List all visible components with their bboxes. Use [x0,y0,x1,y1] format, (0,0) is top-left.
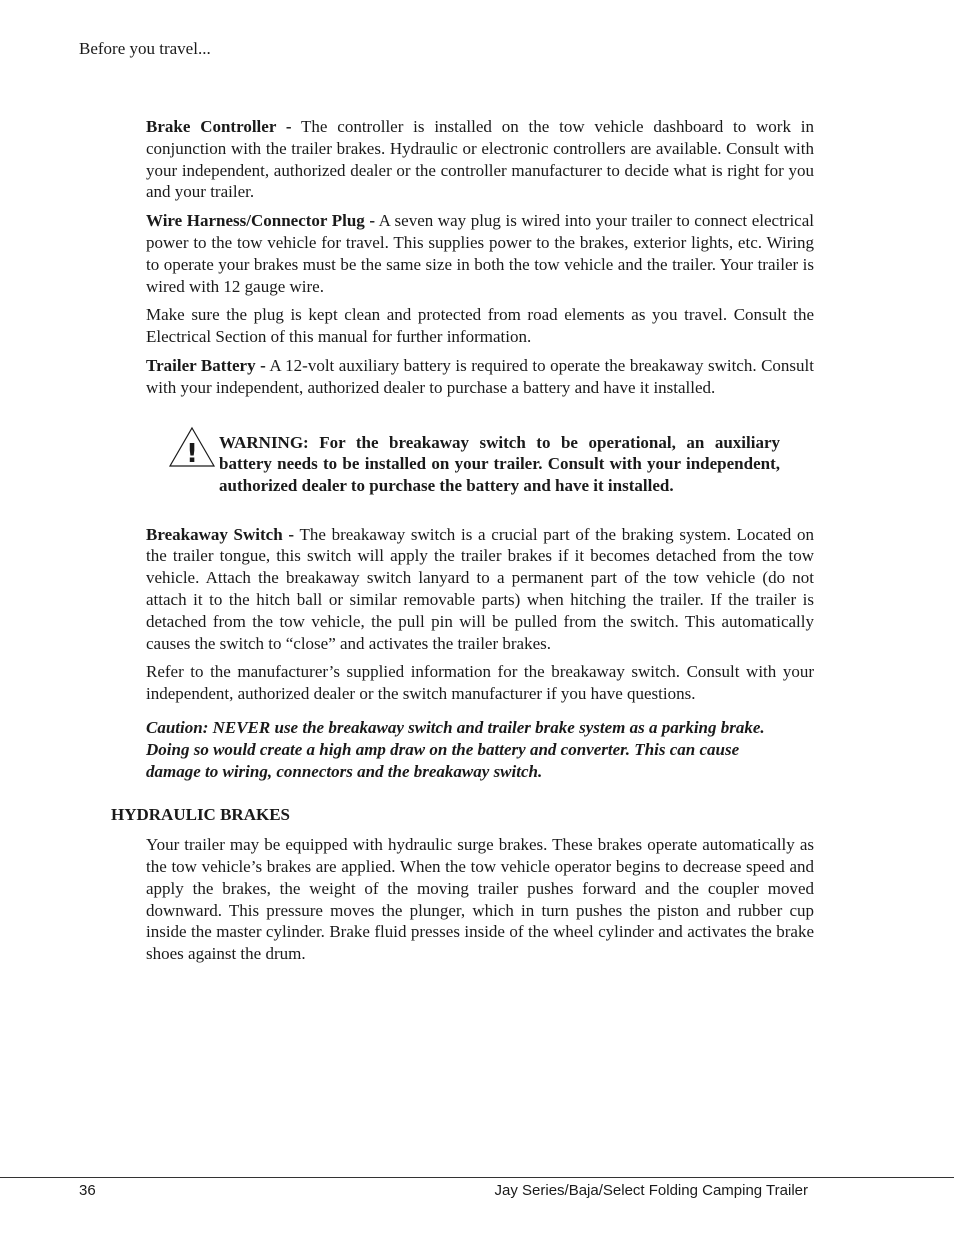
breakaway-switch-text: The breakaway switch is a crucial part of the braking system. Located on the trailer tongue, this switch will apply the trailer brakes if it becomes detached from the tow vehicle. Attach the breakaway switch lanyard to a permanent part of the tow vehicle (do not attach it to the hitch ball or similar removable parts) when hitching the trailer. If the trailer is detached from the tow vehicle, the pull pin will be pulled from the switch. This automatically causes the switch to “close” and activates the trailer brakes. [146,524,814,653]
warning-text: WARNING: For the breakaway switch to be operational, an auxiliary battery needs to be installed on your trailer. Consult with your independent, authorized dealer to purchase the battery and have it installed. [219,432,780,496]
breakaway-switch-paragraph [146,524,814,655]
wire-harness-term: Wire Harness/Connector Plug - [146,211,376,231]
brake-controller-text: The controller is installed on the tow vehicle dashboard to work in conjunction with the trailer brakes. Hydraulic or electronic controllers are available. Consult with your independent, authorized dealer or the controller manufacturer to decide what is right for you and your trailer. [146,117,815,202]
running-head: Before you travel... [79,39,211,58]
caution-text: Caution: NEVER use the breakaway switch and trailer brake system as a parking brake. Doing so would create a high amp draw on the battery and converter. This can cause damage to wiring, connectors and the breakaway switch. [146,717,765,781]
breakaway-switch-term: Breakaway Switch - [146,524,295,544]
trailer-battery-paragraph [146,355,814,399]
wire-harness-paragraph [146,210,814,297]
footer-title: Jay Series/Baja/Select Folding Camping Trailer [494,1182,808,1199]
brake-controller-paragraph [146,116,814,203]
hydraulic-brakes-paragraph: Your trailer may be equipped with hydraulic surge brakes. These brakes operate automatically as the tow vehicle’s brakes are applied. When the tow vehicle operator begins to decrease speed and apply the brakes, the weight of the moving trailer pushes forward and the coupler moved downward. This pressure moves the plunger, which in turn pushes the piston and rubber cup inside the master cylinder. Brake fluid presses inside of the wheel cylinder and activates the brake shoes against the drum. [146,835,814,964]
hydraulic-brakes-heading: HYDRAULIC BRAKES [111,805,290,825]
refer-manufacturer-paragraph: Refer to the manufacturer’s supplied information for the breakaway switch. Consult with your independent, authorized dealer or the switch manufacturer if you have questions. [146,662,814,704]
trailer-battery-text: A 12-volt auxiliary battery is required to operate the breakaway switch. Consult with your independent, authorized dealer to purchase a battery and have it installed. [146,355,814,397]
page-number: 36 [79,1182,96,1199]
trailer-battery-term: Trailer Battery - [146,355,266,375]
wire-harness-text: A seven way plug is wired into your trailer to connect electrical power to the tow vehicle for travel. This supplies power to the brakes, exterior lights, etc. Wiring to operate your brakes must be the same size in both the tow vehicle and the trailer. Your trailer is wired with 12 gauge wire. [146,211,814,296]
footer-rule [0,1177,954,1178]
warning-triangle-icon [168,426,216,468]
warning-callout [146,432,780,512]
plug-clean-paragraph: Make sure the plug is kept clean and protected from road elements as you travel. Consult the Electrical Section of this manual for further information. [146,305,814,347]
svg-text:!: ! [186,438,198,468]
page-body [111,116,815,972]
brake-controller-term: Brake Controller - [146,117,292,136]
